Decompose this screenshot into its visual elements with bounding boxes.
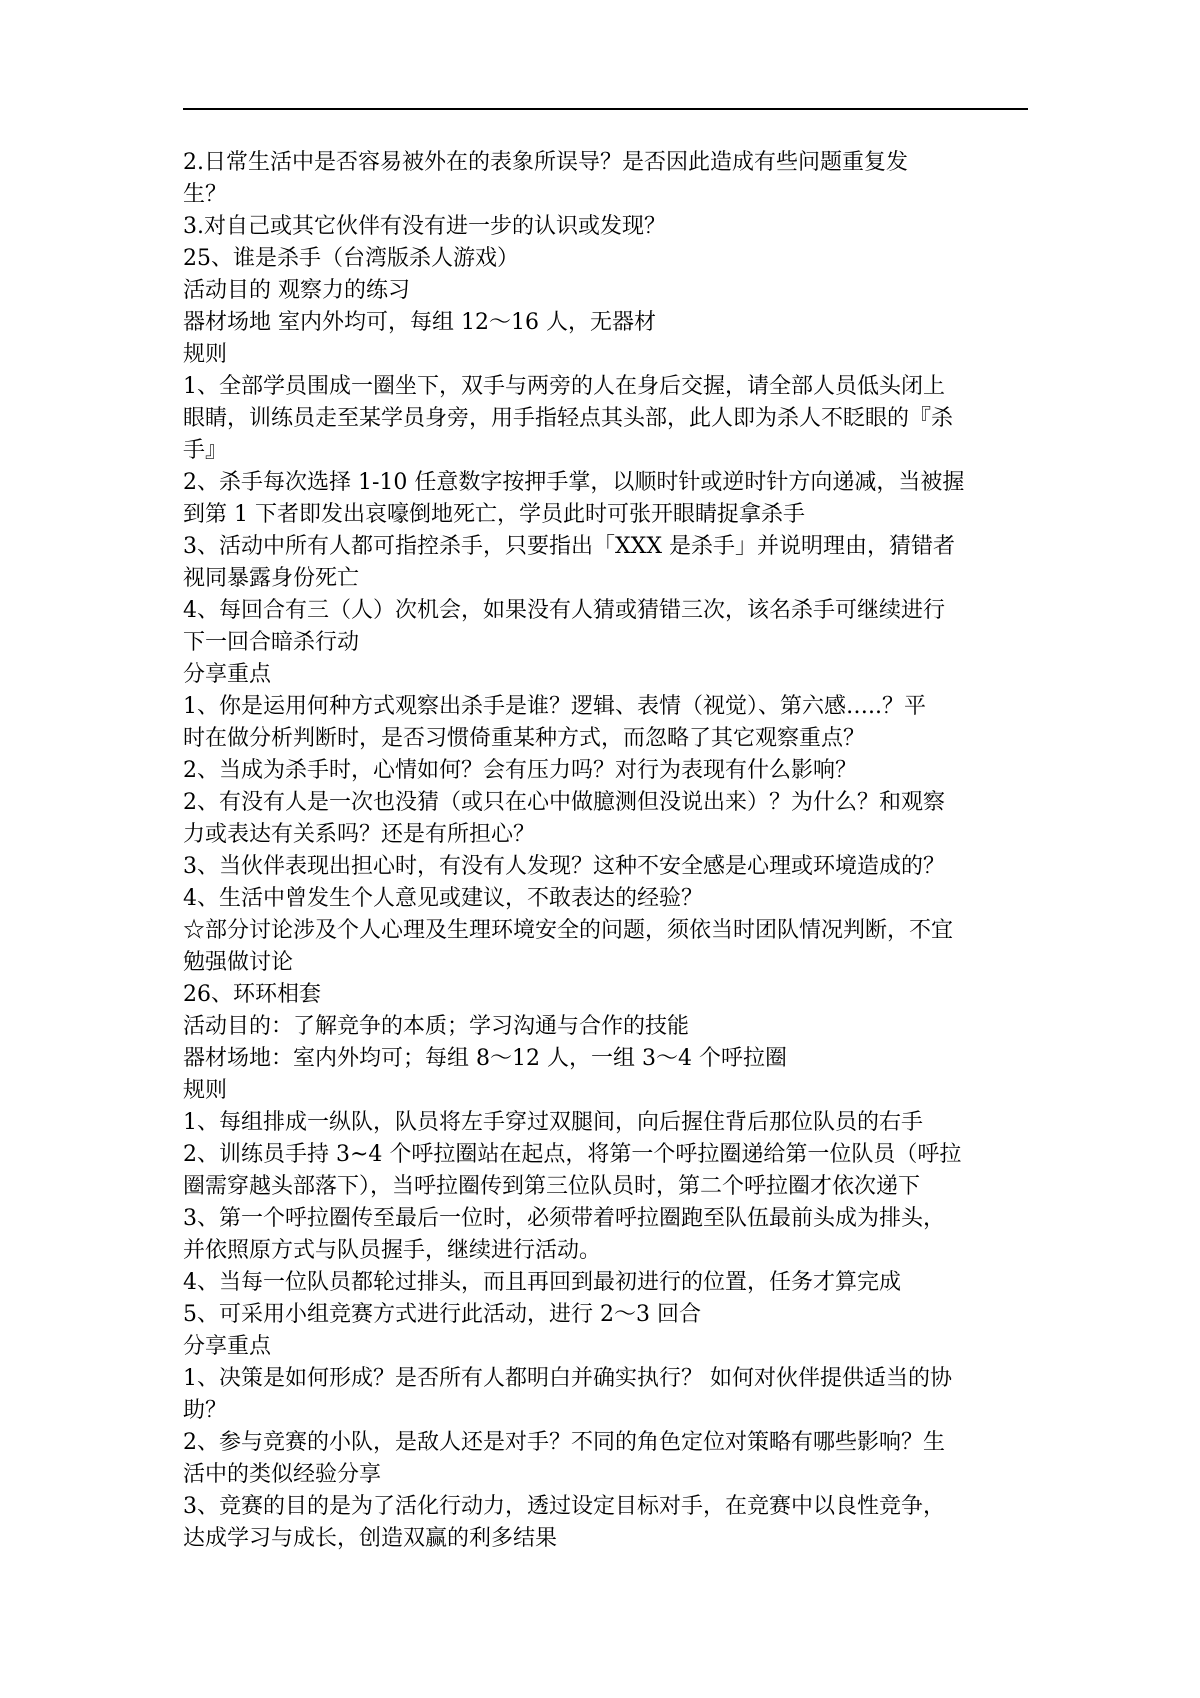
- text-line: 规则: [183, 1078, 228, 1103]
- text-line: 4、每回合有三（人）次机会，如果没有人猜或猜错三次，该名杀手可继续进行: [183, 598, 945, 623]
- text-line: 3、竞赛的目的是为了活化行动力，透过设定目标对手，在竞赛中以良性竞争，: [183, 1494, 945, 1519]
- text-line: 4、当每一位队员都轮过排头，而且再回到最初进行的位置，任务才算完成: [183, 1270, 901, 1295]
- text-line: 达成学习与成长，创造双赢的利多结果: [183, 1526, 558, 1551]
- text-line: 5、可采用小组竞赛方式进行此活动，进行 2～3 回合: [183, 1302, 701, 1327]
- text-line: 活动目的：了解竞争的本质；学习沟通与合作的技能: [183, 1014, 690, 1039]
- text-line: 力或表达有关系吗？还是有所担心？: [183, 822, 536, 847]
- text-line: 3、活动中所有人都可指控杀手，只要指出「XXX 是杀手」并说明理由，猜错者: [183, 534, 955, 559]
- text-line: 1、每组排成一纵队，队员将左手穿过双腿间，向后握住背后那位队员的右手: [183, 1110, 923, 1135]
- text-line: ☆部分讨论涉及个人心理及生理环境安全的问题，须依当时团队情况判断，不宜: [183, 918, 954, 943]
- text-line: 3、当伙伴表现出担心时，有没有人发现？这种不安全感是心理或环境造成的？: [183, 854, 945, 879]
- text-line: 下一回合暗杀行动: [183, 630, 360, 655]
- text-line: 规则: [183, 342, 228, 367]
- text-line: 眼睛，训练员走至某学员身旁，用手指轻点其头部，此人即为杀人不眨眼的『杀: [183, 406, 954, 431]
- text-line: 26、环环相套: [183, 982, 321, 1007]
- document-body: [183, 147, 1028, 1555]
- text-line: 分享重点: [183, 662, 272, 687]
- text-line: 并依照原方式与队员握手，继续进行活动。: [183, 1238, 602, 1263]
- text-line: 1、你是运用何种方式观察出杀手是谁？逻辑、表情（视觉）、第六感…..？平: [183, 694, 926, 719]
- text-line: 活动目的 观察力的练习: [183, 278, 410, 303]
- text-line: 2、杀手每次选择 1-10 任意数字按押手掌，以顺时针或逆时针方向递减，当被握: [183, 470, 965, 495]
- text-line: 器材场地：室内外均可；每组 8～12 人，一组 3～4 个呼拉圈: [183, 1046, 787, 1071]
- text-line: 3.对自己或其它伙伴有没有进一步的认识或发现？: [183, 214, 666, 239]
- text-line: 器材场地 室内外均可，每组 12～16 人，无器材: [183, 310, 656, 335]
- text-line: 助？: [183, 1398, 228, 1423]
- text-line: 分享重点: [183, 1334, 272, 1359]
- text-line: 2、参与竞赛的小队，是敌人还是对手？不同的角色定位对策略有哪些影响？生: [183, 1430, 945, 1455]
- text-line: 2.日常生活中是否容易被外在的表象所误导？是否因此造成有些问题重复发: [183, 150, 908, 175]
- text-line: 4、生活中曾发生个人意见或建议，不敢表达的经验？: [183, 886, 703, 911]
- header-rule: [183, 108, 1028, 110]
- text-line: 时在做分析判断时，是否习惯倚重某种方式，而忽略了其它观察重点？: [183, 726, 866, 751]
- text-line: 圈需穿越头部落下），当呼拉圈传到第三位队员时，第二个呼拉圈才依次递下: [183, 1174, 921, 1199]
- text-line: 勉强做讨论: [183, 950, 294, 975]
- text-line: 生？: [183, 182, 228, 207]
- text-line: 1、决策是如何形成？是否所有人都明白并确实执行？ 如何对伙伴提供适当的协: [183, 1366, 952, 1391]
- text-line: 手』: [183, 438, 228, 463]
- text-line: 活中的类似经验分享: [183, 1462, 382, 1487]
- text-line: 2、有没有人是一次也没猜（或只在心中做臆测但没说出来）？为什么？和观察: [183, 790, 945, 815]
- text-line: 到第 1 下者即发出哀嚎倒地死亡，学员此时可张开眼睛捉拿杀手: [183, 502, 805, 527]
- text-line: 1、全部学员围成一圈坐下，双手与两旁的人在身后交握，请全部人员低头闭上: [183, 374, 945, 399]
- text-line: 视同暴露身份死亡: [183, 566, 360, 591]
- text-line: 2、训练员手持 3~4 个呼拉圈站在起点，将第一个呼拉圈递给第一位队员（呼拉: [183, 1142, 962, 1167]
- text-line: 3、第一个呼拉圈传至最后一位时，必须带着呼拉圈跑至队伍最前头成为排头，: [183, 1206, 945, 1231]
- text-line: 2、当成为杀手时，心情如何？会有压力吗？对行为表现有什么影响？: [183, 758, 857, 783]
- text-line: 25、谁是杀手（台湾版杀人游戏）: [183, 246, 519, 271]
